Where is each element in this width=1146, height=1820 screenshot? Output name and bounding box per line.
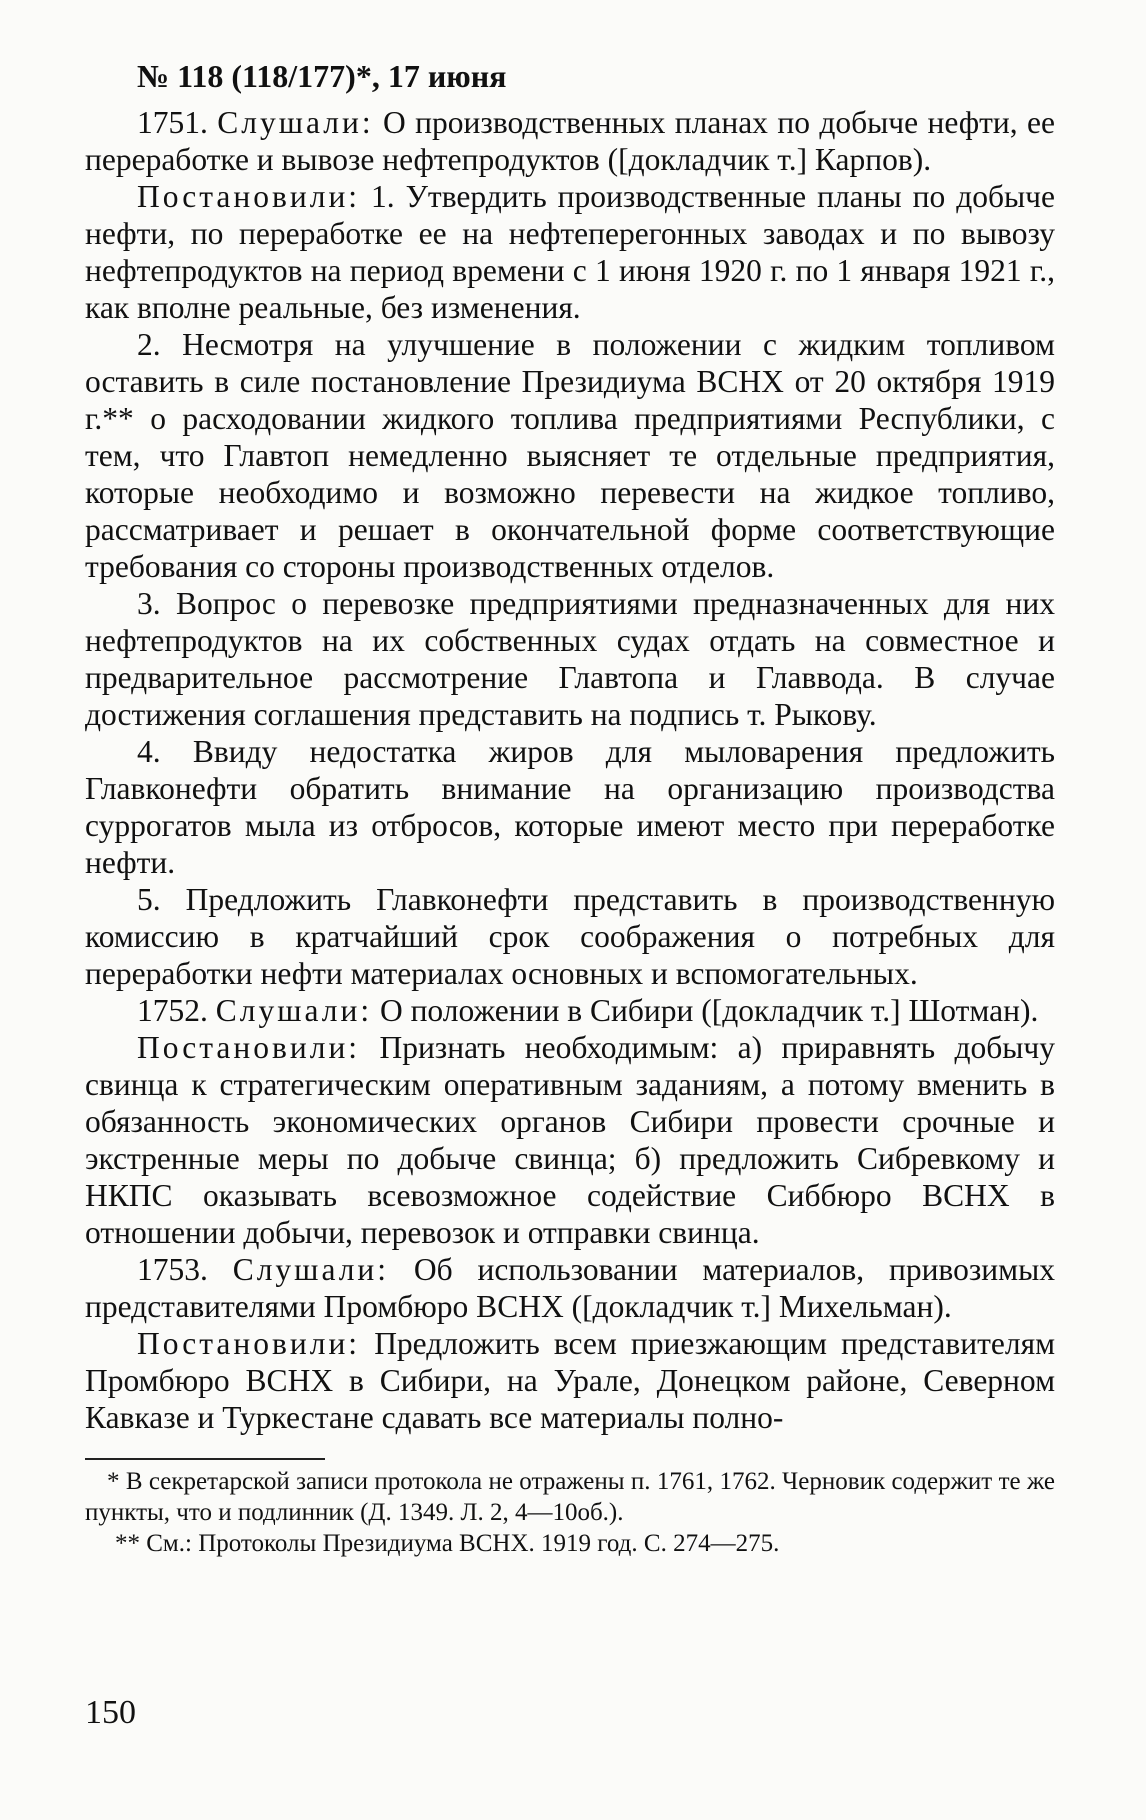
paragraph-text: 3. Вопрос о перевозке предприятиями предназначенных для них нефтепродуктов на их собственных судах отдать на совместное и предварительное рассмотрение Главтопа и Главвода. В случае достижения соглашения представить на подпись т. Рыкову.: [85, 586, 1055, 732]
keyword-decided: Постановили:: [137, 1326, 361, 1361]
paragraph-text: Предложить всем приезжающим представителям Промбюро ВСНХ в Сибири, на Урале, Донецком районе, Северном Кавказе и Туркестане сдавать все материалы полно-: [85, 1326, 1055, 1435]
keyword-heard: Слушали:: [217, 105, 374, 140]
paragraph-1752-heard: [85, 992, 1055, 1029]
protocol-heading: № 118 (118/177)*, 17 июня: [137, 58, 507, 94]
paragraph-1751-point-5: [85, 881, 1055, 992]
paragraph-text: Об использовании материалов, привозимых представителями Промбюро ВСНХ ([докладчик т.] Михельман).: [85, 1252, 1055, 1324]
paragraph-1752-decided: [85, 1029, 1055, 1251]
paragraph-text: 1. Утвердить производственные планы по добыче нефти, по переработке ее на нефтеперегонных заводах и по вывозу нефтепродуктов на период времени с 1 июня 1920 г. по 1 января 1921 г., как вполне реальные, без изменения.: [85, 179, 1056, 325]
page-number: 150: [85, 1694, 136, 1731]
keyword-decided: Постановили:: [137, 179, 361, 214]
document-page: [85, 56, 1055, 1559]
paragraph-1753-heard: [85, 1251, 1055, 1325]
item-number: 1752.: [137, 993, 208, 1028]
footnote-1: * В секретарской записи протокола не отражены п. 1761, 1762. Черновик содержит те же пункты, что и подлинник (Д. 1349. Л. 2, 4—10об.).: [85, 1468, 1055, 1526]
paragraph-text: 2. Несмотря на улучшение в положении с жидким топливом оставить в силе постановление Президиума ВСНХ от 20 октября 1919 г.** о расходовании жидкого топлива предприятиями Республики, с тем, что Главтоп немедленно выясняет те отдельные предприятия, которые необходимо и возможно перевести на жидкое топливо, рассматривает и решает в окончательной форме соответствующие требования со стороны производственных отделов.: [85, 327, 1055, 584]
keyword-decided: Постановили:: [137, 1030, 361, 1065]
item-number: 1751.: [137, 105, 208, 140]
paragraph-1751-point-3: [85, 585, 1055, 733]
paragraph-text: Признать необходимым: а) приравнять добычу свинца к стратегическим оперативным заданиям, а потому вменить в обязанность экономических органов Сибири провести срочные и экстренные меры по добыче свинца; б) предложить Сибревкому и НКПС оказывать всевозможное содействие Сиббюро ВСНХ в отношении добычи, перевозок и отправки свинца.: [85, 1030, 1055, 1250]
footnote-divider: [85, 1458, 325, 1460]
footnote-2: ** См.: Протоколы Президиума ВСНХ. 1919 год. С. 274—275.: [115, 1530, 780, 1557]
protocol-body: [85, 104, 1055, 1436]
paragraph-text: 4. Ввиду недостатка жиров для мыловарения предложить Главконефти обратить внимание на организацию производства суррогатов мыла из отбросов, которые имеют место при переработке нефти.: [85, 734, 1055, 880]
paragraph-1751-decided: [85, 178, 1055, 326]
item-number: 1753.: [137, 1252, 208, 1287]
paragraph-text: 5. Предложить Главконефти представить в производственную комиссию в кратчайший срок соображения о потребных для переработки нефти материалах основных и вспомогательных.: [85, 882, 1055, 991]
keyword-heard: Слушали:: [215, 993, 373, 1028]
paragraph-text: О положении в Сибири ([докладчик т.] Шотман).: [379, 993, 1039, 1028]
paragraph-1753-decided: [85, 1325, 1055, 1436]
paragraph-text: О производственных планах по добыче нефти, ее переработке и вывозе нефтепродуктов ([докладчик т.] Карпов).: [85, 105, 1056, 177]
paragraph-1751-heard: [85, 104, 1055, 178]
paragraph-1751-point-2: [85, 326, 1055, 585]
keyword-heard: Слушали:: [232, 1252, 390, 1287]
paragraph-1751-point-4: [85, 733, 1055, 881]
